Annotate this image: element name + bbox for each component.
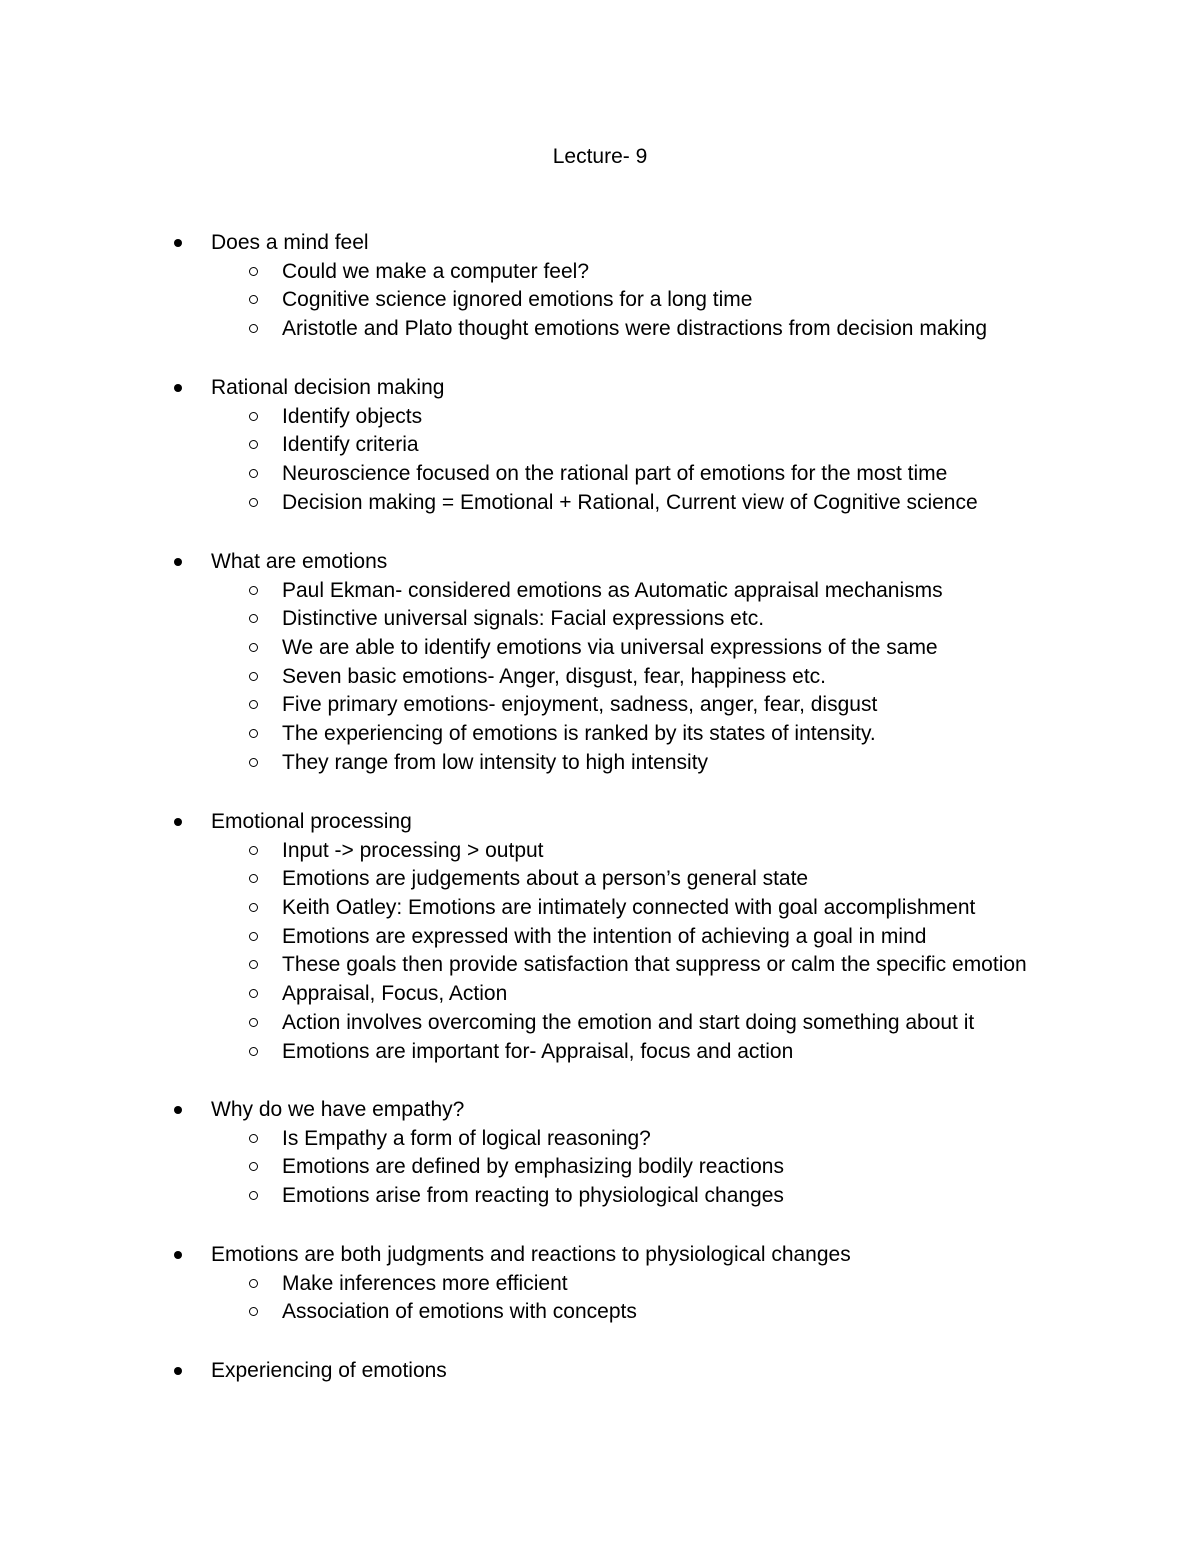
sub-bullet-text: Input -> processing > output — [282, 838, 544, 862]
sub-bullet-item — [0, 634, 1200, 663]
sub-bullet-text: Distinctive universal signals: Facial expressions etc. — [282, 607, 765, 631]
sub-bullet-text: Emotions are important for- Appraisal, focus and action — [282, 1039, 794, 1063]
sub-bullet-text: Emotions are expressed with the intention of achieving a goal in mind — [282, 924, 927, 948]
bullet-heading: Experiencing of emotions — [211, 1359, 447, 1382]
hollow-circle-icon — [249, 267, 258, 276]
sub-bullet-text: Association of emotions with concepts — [282, 1300, 637, 1324]
page-title: Lecture- 9 — [552, 145, 648, 168]
bullet-heading: What are emotions — [211, 550, 388, 573]
sub-bullet-item — [0, 1298, 1200, 1327]
sub-bullet-item — [0, 1009, 1200, 1038]
bullet-section — [0, 374, 1200, 517]
hollow-circle-icon — [249, 932, 258, 941]
sub-bullet-text: Seven basic emotions- Anger, disgust, fear, happiness etc. — [282, 664, 826, 688]
sub-bullet-item — [0, 663, 1200, 692]
hollow-circle-icon — [249, 295, 258, 304]
hollow-circle-icon — [249, 960, 258, 969]
bullet-dot-icon — [174, 1251, 182, 1259]
sub-bullet-item — [0, 1182, 1200, 1211]
sub-bullet-text: Emotions arise from reacting to physiological changes — [282, 1184, 784, 1208]
bullet-section — [0, 1241, 1200, 1327]
hollow-circle-icon — [249, 324, 258, 333]
sub-bullet-item — [0, 403, 1200, 432]
bullet-heading: Why do we have empathy? — [211, 1098, 465, 1121]
sub-bullet-item — [0, 605, 1200, 634]
bullet-section — [0, 229, 1200, 344]
hollow-circle-icon — [249, 846, 258, 855]
sub-bullet-text: The experiencing of emotions is ranked by its states of intensity. — [282, 722, 876, 746]
sub-bullet-item — [0, 1038, 1200, 1067]
bullet-dot-icon — [174, 1367, 182, 1375]
bullet-item — [0, 548, 1200, 577]
hollow-circle-icon — [249, 874, 258, 883]
bullet-item — [0, 229, 1200, 258]
sub-bullet-item — [0, 980, 1200, 1009]
sub-bullet-item — [0, 1153, 1200, 1182]
hollow-circle-icon — [249, 729, 258, 738]
sub-bullet-item — [0, 489, 1200, 518]
bullet-item — [0, 1241, 1200, 1270]
hollow-circle-icon — [249, 469, 258, 478]
hollow-circle-icon — [249, 643, 258, 652]
sub-bullet-text: Action involves overcoming the emotion and start doing something about it — [282, 1010, 975, 1034]
sub-bullet-text: Appraisal, Focus, Action — [282, 982, 508, 1006]
sub-bullet-text: Emotions are judgements about a person’s general state — [282, 867, 809, 891]
sub-bullet-item — [0, 286, 1200, 315]
sub-bullet-item — [0, 460, 1200, 489]
bullet-dot-icon — [174, 558, 182, 566]
hollow-circle-icon — [249, 903, 258, 912]
sub-bullet-text: Identify criteria — [282, 433, 419, 457]
sub-bullet-item — [0, 431, 1200, 460]
sub-bullet-text: Could we make a computer feel? — [282, 259, 589, 283]
hollow-circle-icon — [249, 700, 258, 709]
hollow-circle-icon — [249, 498, 258, 507]
hollow-circle-icon — [249, 989, 258, 998]
sub-bullet-item — [0, 894, 1200, 923]
hollow-circle-icon — [249, 672, 258, 681]
sub-bullet-item — [0, 1125, 1200, 1154]
bullet-heading: Does a mind feel — [211, 231, 369, 254]
sub-bullet-item — [0, 865, 1200, 894]
bullet-dot-icon — [174, 1106, 182, 1114]
sub-bullet-item — [0, 691, 1200, 720]
sub-bullet-text: Make inferences more efficient — [282, 1271, 568, 1295]
hollow-circle-icon — [249, 1279, 258, 1288]
sub-bullet-text: Keith Oatley: Emotions are intimately connected with goal accomplishment — [282, 896, 976, 920]
bullet-item — [0, 1357, 1200, 1386]
bullet-item — [0, 808, 1200, 837]
bullet-section — [0, 1096, 1200, 1211]
hollow-circle-icon — [249, 1162, 258, 1171]
bullet-dot-icon — [174, 239, 182, 247]
sub-bullet-item — [0, 951, 1200, 980]
hollow-circle-icon — [249, 1307, 258, 1316]
bullet-section — [0, 808, 1200, 1066]
hollow-circle-icon — [249, 586, 258, 595]
sub-bullet-item — [0, 837, 1200, 866]
hollow-circle-icon — [249, 614, 258, 623]
bullet-heading: Rational decision making — [211, 376, 445, 399]
sub-bullet-text: Emotions are defined by emphasizing bodily reactions — [282, 1155, 784, 1179]
sub-bullet-item — [0, 577, 1200, 606]
sub-bullet-text: Identify objects — [282, 404, 423, 428]
bullet-item — [0, 1096, 1200, 1125]
bullet-dot-icon — [174, 818, 182, 826]
bullet-section — [0, 1357, 1200, 1386]
hollow-circle-icon — [249, 1047, 258, 1056]
bullet-heading: Emotional processing — [211, 810, 412, 833]
sub-bullet-item — [0, 315, 1200, 344]
bullet-section — [0, 548, 1200, 778]
hollow-circle-icon — [249, 758, 258, 767]
sub-bullet-text: We are able to identify emotions via universal expressions of the same — [282, 636, 938, 660]
sub-bullet-item — [0, 749, 1200, 778]
hollow-circle-icon — [249, 440, 258, 449]
sub-bullet-text: These goals then provide satisfaction that suppress or calm the specific emotion — [282, 953, 1027, 977]
hollow-circle-icon — [249, 1018, 258, 1027]
sub-bullet-text: Is Empathy a form of logical reasoning? — [282, 1126, 651, 1150]
bullet-dot-icon — [174, 384, 182, 392]
hollow-circle-icon — [249, 1134, 258, 1143]
sub-bullet-text: Decision making = Emotional + Rational, Current view of Cognitive science — [282, 490, 978, 514]
sub-bullet-text: Paul Ekman- considered emotions as Automatic appraisal mechanisms — [282, 578, 943, 602]
hollow-circle-icon — [249, 1191, 258, 1200]
sub-bullet-item — [0, 923, 1200, 952]
sub-bullet-item — [0, 720, 1200, 749]
sub-bullet-item — [0, 258, 1200, 287]
sub-bullet-item — [0, 1270, 1200, 1299]
hollow-circle-icon — [249, 412, 258, 421]
sub-bullet-text: Five primary emotions- enjoyment, sadness, anger, fear, disgust — [282, 693, 878, 717]
sub-bullet-text: Cognitive science ignored emotions for a long time — [282, 288, 753, 312]
sub-bullet-text: Aristotle and Plato thought emotions were distractions from decision making — [282, 317, 988, 341]
bullet-heading: Emotions are both judgments and reactions to physiological changes — [211, 1243, 851, 1266]
sub-bullet-text: Neuroscience focused on the rational part of emotions for the most time — [282, 462, 948, 486]
bullet-item — [0, 374, 1200, 403]
sub-bullet-text: They range from low intensity to high intensity — [282, 750, 709, 774]
